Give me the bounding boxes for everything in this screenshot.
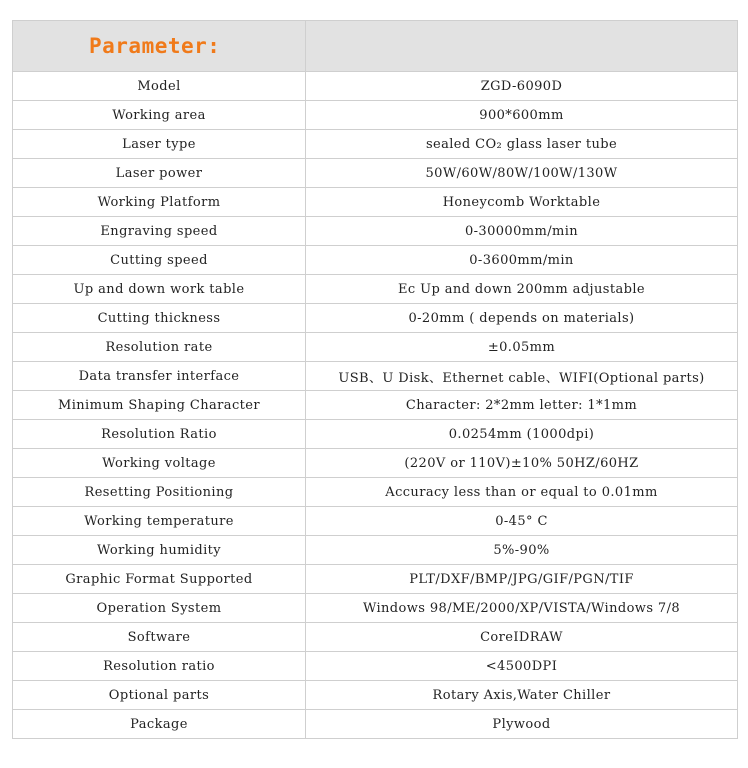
param-label: Package — [13, 710, 306, 739]
table-row — [13, 362, 738, 391]
param-value: Windows 98/ME/2000/XP/VISTA/Windows 7/8 — [306, 594, 738, 623]
table-row — [13, 391, 738, 420]
table-row — [13, 333, 738, 362]
param-label: Working humidity — [13, 536, 306, 565]
param-label: Graphic Format Supported — [13, 565, 306, 594]
param-label: Resolution rate — [13, 333, 306, 362]
param-value: Honeycomb Worktable — [306, 188, 738, 217]
parameter-table — [12, 20, 738, 739]
param-value: USB、U Disk、Ethernet cable、WIFI(Optional parts) — [306, 362, 738, 391]
table-row — [13, 275, 738, 304]
param-value: 900*600mm — [306, 101, 738, 130]
param-label: Minimum Shaping Character — [13, 391, 306, 420]
table-row — [13, 536, 738, 565]
param-value: sealed CO₂ glass laser tube — [306, 130, 738, 159]
param-label: Working area — [13, 101, 306, 130]
table-row — [13, 420, 738, 449]
table-row — [13, 159, 738, 188]
param-value: 0-20mm ( depends on materials) — [306, 304, 738, 333]
param-value: Character: 2*2mm letter: 1*1mm — [306, 391, 738, 420]
param-label: Working Platform — [13, 188, 306, 217]
param-label: Software — [13, 623, 306, 652]
param-value: (220V or 110V)±10% 50HZ/60HZ — [306, 449, 738, 478]
param-value: <4500DPI — [306, 652, 738, 681]
param-value: 50W/60W/80W/100W/130W — [306, 159, 738, 188]
param-label: Engraving speed — [13, 217, 306, 246]
param-value: 0-30000mm/min — [306, 217, 738, 246]
table-row — [13, 710, 738, 739]
param-label: Operation System — [13, 594, 306, 623]
param-value: Plywood — [306, 710, 738, 739]
table-row — [13, 681, 738, 710]
table-row — [13, 565, 738, 594]
table-row — [13, 130, 738, 159]
param-value: CoreIDRAW — [306, 623, 738, 652]
table-row — [13, 652, 738, 681]
param-value: 0-45° C — [306, 507, 738, 536]
param-label: Cutting thickness — [13, 304, 306, 333]
param-label: Laser power — [13, 159, 306, 188]
param-value: Ec Up and down 200mm adjustable — [306, 275, 738, 304]
table-row — [13, 507, 738, 536]
param-label: Working voltage — [13, 449, 306, 478]
table-row — [13, 72, 738, 101]
table-row — [13, 304, 738, 333]
param-label: Up and down work table — [13, 275, 306, 304]
param-label: Model — [13, 72, 306, 101]
header-empty-cell — [306, 21, 738, 72]
param-value: 0.0254mm (1000dpi) — [306, 420, 738, 449]
param-label: Resetting Positioning — [13, 478, 306, 507]
table-row — [13, 217, 738, 246]
param-label: Optional parts — [13, 681, 306, 710]
param-label: Data transfer interface — [13, 362, 306, 391]
param-label: Resolution ratio — [13, 652, 306, 681]
param-value: 0-3600mm/min — [306, 246, 738, 275]
param-value: Rotary Axis,Water Chiller — [306, 681, 738, 710]
param-label: Resolution Ratio — [13, 420, 306, 449]
param-label: Cutting speed — [13, 246, 306, 275]
page-title: Parameter: — [13, 21, 306, 72]
table-row — [13, 101, 738, 130]
param-value: 5%-90% — [306, 536, 738, 565]
table-row — [13, 246, 738, 275]
param-value: ZGD-6090D — [306, 72, 738, 101]
table-row — [13, 188, 738, 217]
table-row — [13, 478, 738, 507]
param-value: ±0.05mm — [306, 333, 738, 362]
param-value: Accuracy less than or equal to 0.01mm — [306, 478, 738, 507]
param-label: Working temperature — [13, 507, 306, 536]
param-value: PLT/DXF/BMP/JPG/GIF/PGN/TIF — [306, 565, 738, 594]
param-label: Laser type — [13, 130, 306, 159]
table-row — [13, 623, 738, 652]
table-row — [13, 594, 738, 623]
table-row — [13, 449, 738, 478]
table-header-row — [13, 21, 738, 72]
